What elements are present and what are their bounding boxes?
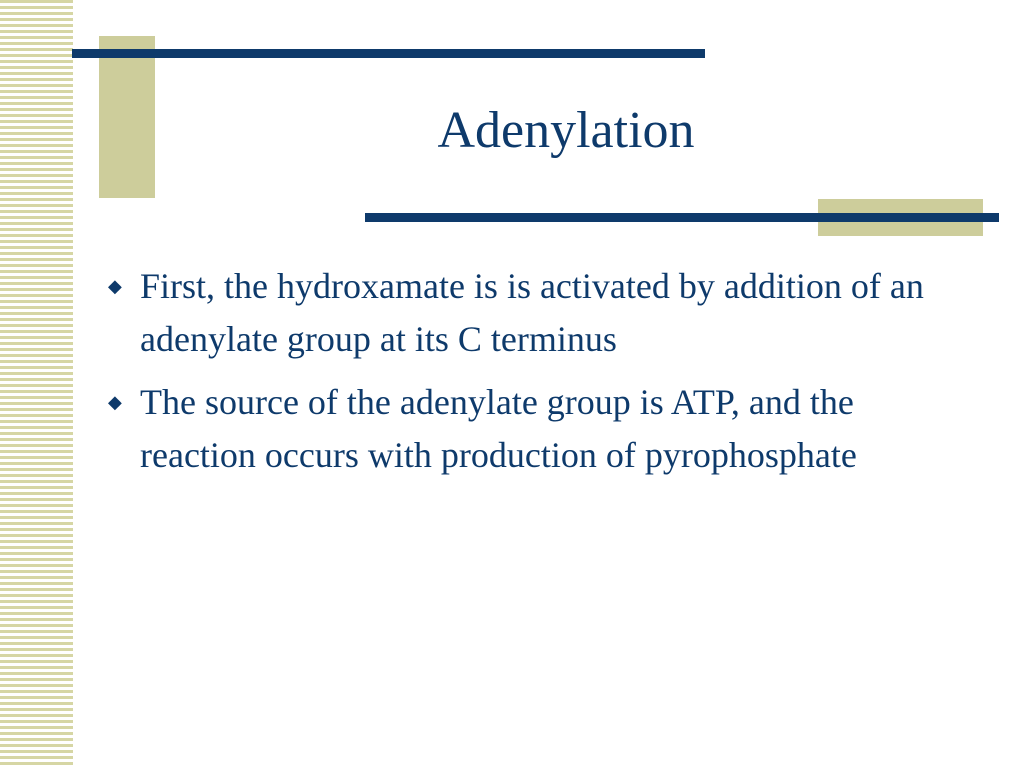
decorative-stripe-band — [0, 0, 73, 768]
bullet-list — [108, 260, 928, 492]
title-rule-bottom — [365, 213, 999, 222]
slide-title: Adenylation — [437, 102, 695, 159]
bullet-text: The source of the adenylate group is ATP, and the reaction occurs with production of pyrophosphate — [140, 382, 857, 475]
bullet-item — [108, 260, 928, 366]
decorative-tan-block-left — [99, 36, 155, 198]
bullet-text: First, the hydroxamate is is activated by addition of an adenylate group at its C terminus — [140, 266, 924, 359]
diamond-bullet-icon: ◆ — [108, 392, 122, 412]
diamond-bullet-icon: ◆ — [108, 276, 122, 296]
bullet-item — [108, 376, 928, 482]
title-rule-top — [72, 49, 705, 58]
